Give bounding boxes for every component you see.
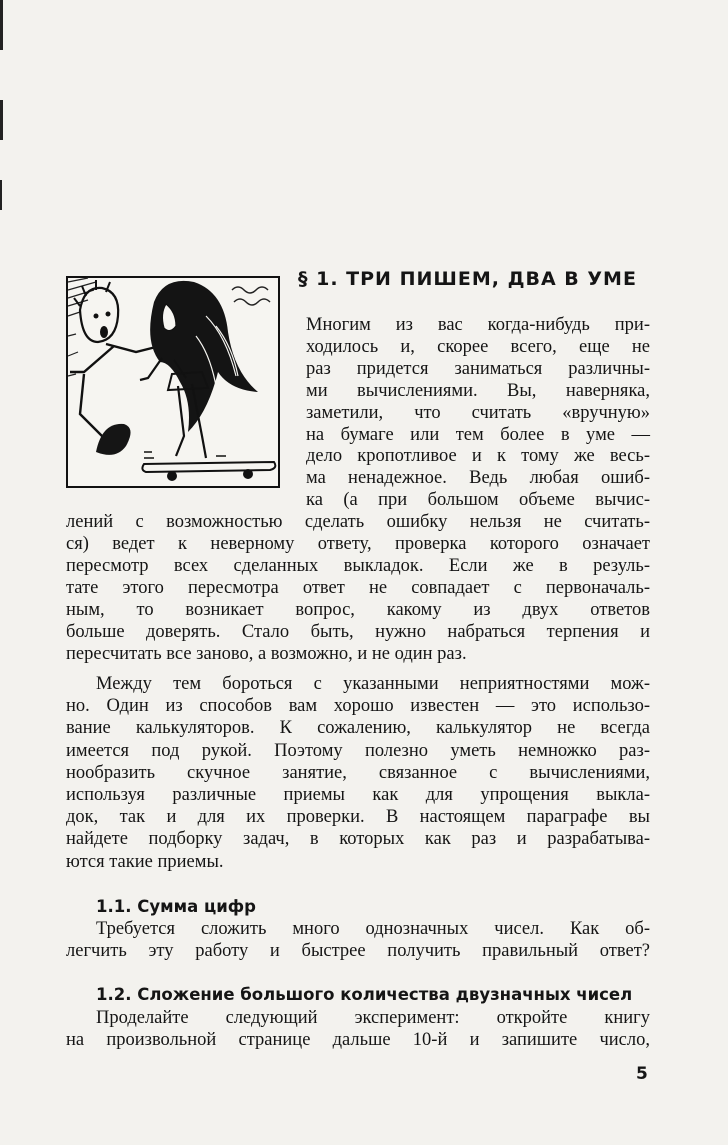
text-line: используя различные приемы как для упрощения выкла- [66, 785, 650, 805]
text-line: ходилось и, скорее всего, еще не [306, 336, 650, 357]
text-line: нообразить скучное занятие, связанное с вычислениями, [66, 762, 650, 783]
text-line: заметили, что считать «вручную» [306, 402, 650, 423]
text-line: тате этого пересмотра ответ не совпадает с первоначаль- [66, 577, 650, 598]
text-line: лений с возможностью сделать ошибку нельзя не считать- [66, 512, 650, 533]
text-line: найдете подборку задач, в которых как раз и разрабатыва- [66, 829, 650, 850]
text-line: ми вычислениями. Вы, наверняка, [306, 380, 650, 401]
section-heading: § 1. ТРИ ПИШЕМ, ДВА В УМЕ [298, 268, 637, 290]
subsection-title-1-1: 1.1. Сумма цифр [96, 897, 256, 916]
text-line: ма ненадежное. Ведь любая ошиб- [306, 468, 650, 489]
binding-edge-mark [0, 0, 3, 50]
skateboard-illustration [66, 276, 280, 488]
text-line: пересмотр всех сделанных выкладок. Если же в резуль- [66, 555, 650, 576]
text-line: ка (а при большом объеме вычис- [306, 490, 650, 511]
text-line: ются такие приемы. [66, 851, 224, 872]
text-line: ся) ведет к неверному ответу, проверка которого означает [66, 534, 650, 554]
text-line: но. Один из способов вам хорошо известен — это использо- [66, 696, 650, 717]
text-line: Многим из вас когда-нибудь при- [306, 315, 650, 335]
text-line: Проделайте следующий эксперимент: откройте книгу [96, 1008, 650, 1028]
page-number: 5 [636, 1064, 648, 1084]
text-line: дело кропотливое и к тому же весь- [306, 446, 650, 467]
text-line: Требуется сложить много однозначных чисел. Как об- [96, 919, 650, 939]
subsection-title-1-2: 1.2. Сложение большого количества двузначных чисел [96, 985, 633, 1004]
text-line: на бумаге или тем более в уме — [306, 424, 650, 445]
text-line: док, так и для их проверки. В настоящем параграфе вы [66, 807, 650, 828]
binding-edge-mark [0, 180, 2, 210]
text-line: раз придется заниматься различны- [306, 358, 650, 379]
text-line: имеется под рукой. Поэтому полезно уметь немножко раз- [66, 740, 650, 761]
text-line: вание калькуляторов. К сожалению, калькулятор не всегда [66, 718, 650, 739]
text-line: Между тем бороться с указанными неприятностями мож- [96, 674, 650, 694]
text-line: больше доверять. Стало быть, нужно набраться терпения и [66, 621, 650, 642]
binding-edge-mark [0, 100, 3, 140]
text-line: пересчитать все заново, а возможно, и не один раз. [66, 643, 467, 664]
text-line: легчить эту работу и быстрее получить правильный ответ? [66, 941, 650, 961]
text-line: ным, то возникает вопрос, какому из двух ответов [66, 599, 650, 620]
text-line: на произвольной странице дальше 10-й и запишите число, [66, 1030, 650, 1050]
